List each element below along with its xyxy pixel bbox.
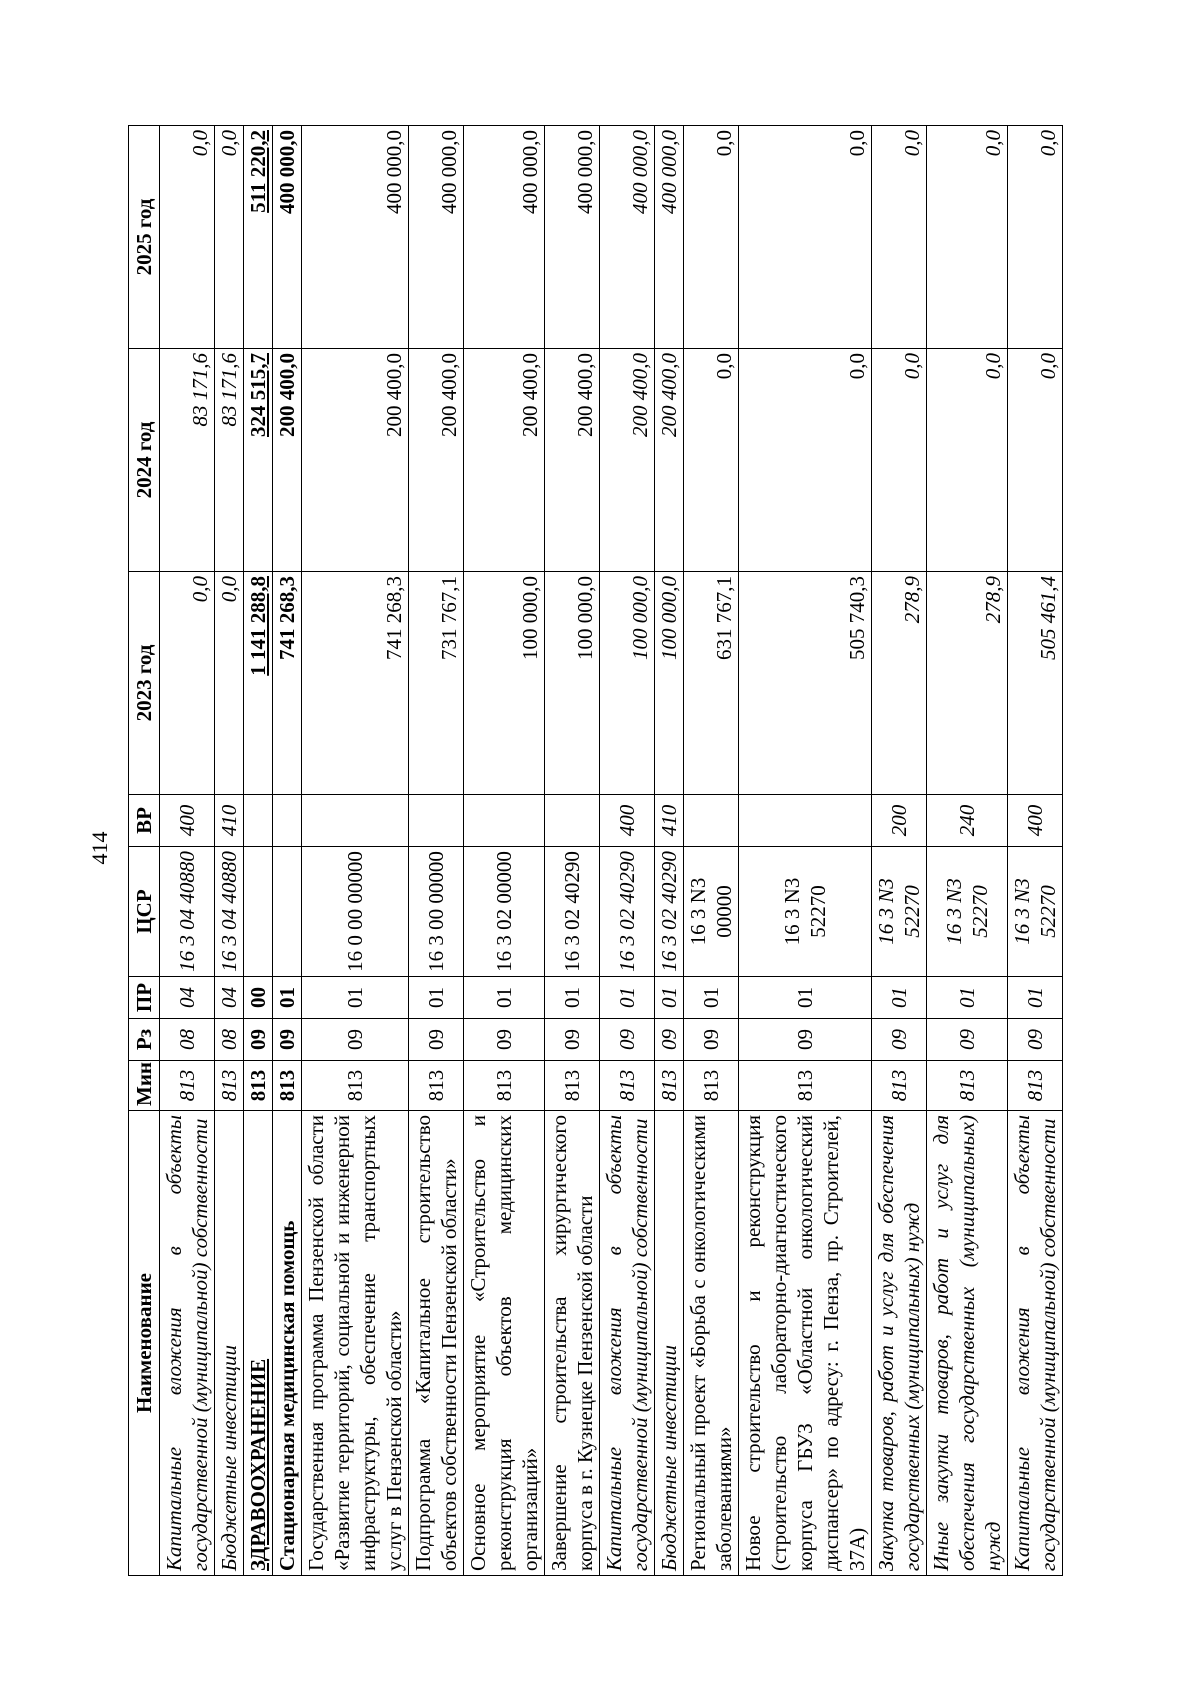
row-pr: 01 [739, 977, 872, 1019]
row-rz: 09 [739, 1019, 872, 1061]
row-name: Капитальные вложения в объекты государственной (муниципальной) собственности [160, 1111, 215, 1576]
row-name: Капитальные вложения в объекты государственной (муниципальной) собственности [600, 1111, 655, 1576]
row-vr [739, 795, 872, 847]
table-row [600, 126, 655, 1576]
row-csr: 16 3 02 40290 [600, 847, 655, 977]
row-2024: 200 400,0 [655, 349, 684, 572]
row-2024: 0,0 [684, 349, 739, 572]
table-row [1008, 126, 1063, 1576]
row-vr [545, 795, 600, 847]
row-name: Завершение строительства хирургического корпуса в г. Кузнецке Пензенской области [545, 1111, 600, 1576]
row-2025: 400 000,0 [655, 126, 684, 349]
row-min: 813 [1008, 1061, 1063, 1111]
row-2023: 505 740,3 [739, 572, 872, 795]
row-2025: 0,0 [927, 126, 1008, 349]
row-2023: 731 767,1 [409, 572, 464, 795]
row-2025: 0,0 [872, 126, 927, 349]
row-2024: 200 400,0 [545, 349, 600, 572]
row-min: 813 [655, 1061, 684, 1111]
row-csr: 16 3 N3 52270 [1008, 847, 1063, 977]
row-csr: 16 3 00 00000 [409, 847, 464, 977]
row-2024: 0,0 [1008, 349, 1063, 572]
row-2024: 200 400,0 [464, 349, 545, 572]
header-2024: 2024 год [129, 349, 160, 572]
row-vr [273, 795, 302, 847]
row-csr: 16 3 N3 52270 [872, 847, 927, 977]
row-name: Региональный проект «Борьба с онкологическими заболеваниями» [684, 1111, 739, 1576]
row-name: Новое строительство и реконструкция (строительство лабораторно-диагностического корпуса ГБУЗ «Областной онкологический диспансер» по адресу: г. Пенза, пр. Строителей, 37А) [739, 1111, 872, 1576]
row-2025: 0,0 [215, 126, 244, 349]
row-2023: 741 268,3 [302, 572, 409, 795]
row-csr [244, 847, 273, 977]
row-csr: 16 0 00 00000 [302, 847, 409, 977]
row-csr: 16 3 04 40880 [215, 847, 244, 977]
row-csr: 16 3 02 40290 [655, 847, 684, 977]
row-min: 813 [739, 1061, 872, 1111]
row-name: Капитальные вложения в объекты государственной (муниципальной) собственности [1008, 1111, 1063, 1576]
header-csr: ЦСР [129, 847, 160, 977]
row-name: Иные закупки товаров, работ и услуг для обеспечения государственных (муниципальных) нужд [927, 1111, 1008, 1576]
row-vr [302, 795, 409, 847]
page-number: 414 [87, 831, 112, 865]
row-name: Закупка товаров, работ и услуг для обеспечения государственных (муниципальных) нужд [872, 1111, 927, 1576]
budget-table [128, 125, 1063, 1576]
row-2025: 0,0 [684, 126, 739, 349]
row-vr: 400 [1008, 795, 1063, 847]
row-vr: 200 [872, 795, 927, 847]
row-vr: 400 [600, 795, 655, 847]
header-2023: 2023 год [129, 572, 160, 795]
row-vr [464, 795, 545, 847]
header-2025: 2025 год [129, 126, 160, 349]
row-rz: 09 [684, 1019, 739, 1061]
row-min: 813 [872, 1061, 927, 1111]
row-2024: 200 400,0 [273, 349, 302, 572]
row-2025: 0,0 [160, 126, 215, 349]
header-vr: ВР [129, 795, 160, 847]
row-2023: 741 268,3 [273, 572, 302, 795]
table-header-row [129, 126, 160, 1576]
row-2025: 0,0 [1008, 126, 1063, 349]
header-name: Наименование [129, 1111, 160, 1576]
row-rz: 08 [215, 1019, 244, 1061]
row-2024: 83 171,6 [215, 349, 244, 572]
row-2023: 0,0 [160, 572, 215, 795]
row-2023: 0,0 [215, 572, 244, 795]
row-csr: 16 3 N3 52270 [927, 847, 1008, 977]
table-row [464, 126, 545, 1576]
row-csr: 16 3 02 00000 [464, 847, 545, 977]
row-2024: 0,0 [927, 349, 1008, 572]
row-rz: 09 [273, 1019, 302, 1061]
row-2025: 400 000,0 [273, 126, 302, 349]
row-min: 813 [244, 1061, 273, 1111]
row-min: 813 [302, 1061, 409, 1111]
row-vr [684, 795, 739, 847]
row-name: Стационарная медицинская помощь [273, 1111, 302, 1576]
row-2023: 278,9 [872, 572, 927, 795]
row-2023: 1 141 288,8 [244, 572, 273, 795]
row-min: 813 [927, 1061, 1008, 1111]
row-pr: 01 [600, 977, 655, 1019]
row-2024: 0,0 [872, 349, 927, 572]
row-name: Бюджетные инвестиции [655, 1111, 684, 1576]
row-2025: 400 000,0 [545, 126, 600, 349]
row-pr: 01 [409, 977, 464, 1019]
row-name: ЗДРАВООХРАНЕНИЕ [244, 1111, 273, 1576]
row-rz: 09 [655, 1019, 684, 1061]
table-row [545, 126, 600, 1576]
row-rz: 08 [160, 1019, 215, 1061]
row-2025: 0,0 [739, 126, 872, 349]
row-rz: 09 [244, 1019, 273, 1061]
row-pr: 01 [927, 977, 1008, 1019]
row-pr: 01 [464, 977, 545, 1019]
row-2023: 100 000,0 [545, 572, 600, 795]
row-rz: 09 [600, 1019, 655, 1061]
row-min: 813 [545, 1061, 600, 1111]
table-row-subsection [273, 126, 302, 1576]
row-2024: 200 400,0 [409, 349, 464, 572]
row-vr [244, 795, 273, 847]
rotated-page-content [128, 126, 1060, 1576]
row-rz: 09 [545, 1019, 600, 1061]
row-2023: 631 767,1 [684, 572, 739, 795]
table-row [302, 126, 409, 1576]
row-pr: 04 [160, 977, 215, 1019]
table-row [872, 126, 927, 1576]
table-row [655, 126, 684, 1576]
row-min: 813 [273, 1061, 302, 1111]
row-min: 813 [160, 1061, 215, 1111]
row-rz: 09 [927, 1019, 1008, 1061]
row-rz: 09 [409, 1019, 464, 1061]
row-2023: 100 000,0 [655, 572, 684, 795]
row-2023: 505 461,4 [1008, 572, 1063, 795]
row-vr: 240 [927, 795, 1008, 847]
row-rz: 09 [302, 1019, 409, 1061]
row-2025: 400 000,0 [302, 126, 409, 349]
row-pr: 01 [1008, 977, 1063, 1019]
row-pr: 04 [215, 977, 244, 1019]
row-name: Основное мероприятие «Строительство и реконструкция объектов медицинских организаций» [464, 1111, 545, 1576]
table-row [927, 126, 1008, 1576]
row-vr: 400 [160, 795, 215, 847]
header-pr: ПР [129, 977, 160, 1019]
row-2023: 100 000,0 [464, 572, 545, 795]
row-pr: 01 [302, 977, 409, 1019]
row-rz: 09 [1008, 1019, 1063, 1061]
row-name: Бюджетные инвестиции [215, 1111, 244, 1576]
row-pr: 01 [684, 977, 739, 1019]
row-csr: 16 3 04 40880 [160, 847, 215, 977]
table-row [215, 126, 244, 1576]
table-row [409, 126, 464, 1576]
row-2025: 400 000,0 [600, 126, 655, 349]
row-2024: 0,0 [739, 349, 872, 572]
row-name: Подпрограмма «Капитальное строительство объектов собственности Пензенской области» [409, 1111, 464, 1576]
row-pr: 00 [244, 977, 273, 1019]
row-2023: 100 000,0 [600, 572, 655, 795]
row-rz: 09 [872, 1019, 927, 1061]
row-2024: 200 400,0 [600, 349, 655, 572]
header-min: Мин [129, 1061, 160, 1111]
row-pr: 01 [273, 977, 302, 1019]
row-2024: 83 171,6 [160, 349, 215, 572]
row-min: 813 [684, 1061, 739, 1111]
row-csr: 16 3 02 40290 [545, 847, 600, 977]
row-vr [409, 795, 464, 847]
row-min: 813 [600, 1061, 655, 1111]
row-2025: 400 000,0 [464, 126, 545, 349]
row-pr: 01 [655, 977, 684, 1019]
row-min: 813 [215, 1061, 244, 1111]
row-rz: 09 [464, 1019, 545, 1061]
table-row-section [244, 126, 273, 1576]
header-rz: Рз [129, 1019, 160, 1061]
row-csr: 16 3 N3 00000 [684, 847, 739, 977]
table-row [684, 126, 739, 1576]
row-2025: 400 000,0 [409, 126, 464, 349]
row-csr: 16 3 N3 52270 [739, 847, 872, 977]
row-min: 813 [409, 1061, 464, 1111]
row-2024: 324 515,7 [244, 349, 273, 572]
row-csr [273, 847, 302, 977]
row-pr: 01 [872, 977, 927, 1019]
row-vr: 410 [655, 795, 684, 847]
table-row [739, 126, 872, 1576]
row-2024: 200 400,0 [302, 349, 409, 572]
row-2023: 278,9 [927, 572, 1008, 795]
row-pr: 01 [545, 977, 600, 1019]
row-2025: 511 220,2 [244, 126, 273, 349]
row-min: 813 [464, 1061, 545, 1111]
table-row [160, 126, 215, 1576]
row-name: Государственная программа Пензенской области «Развитие территорий, социальной и инженерной инфраструктуры, обеспечение транспортных услуг в Пензенской области» [302, 1111, 409, 1576]
row-vr: 410 [215, 795, 244, 847]
